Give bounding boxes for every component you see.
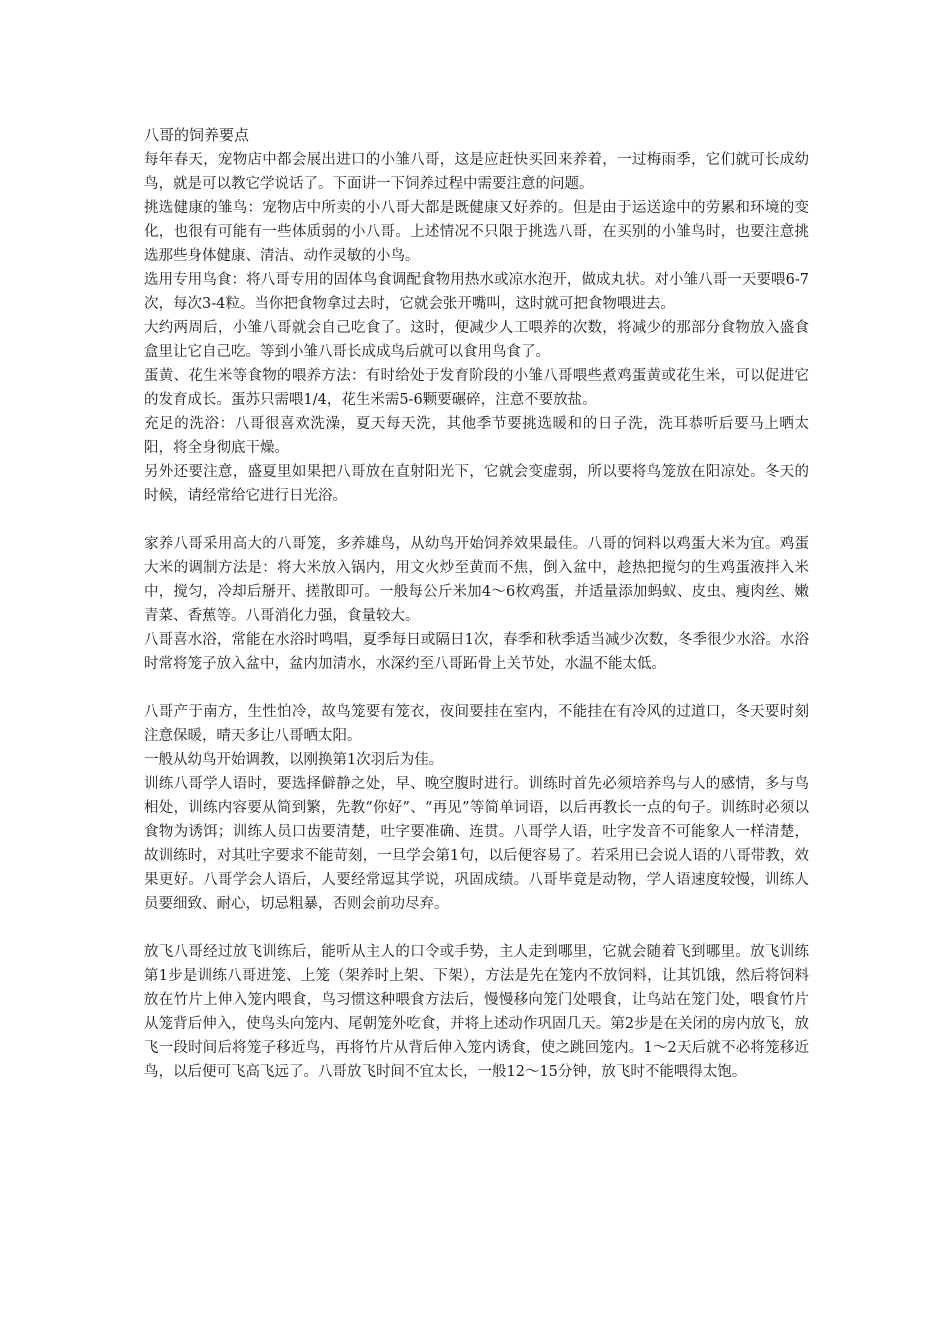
paragraph-two-weeks: 大约两周后，小雏八哥就会自己吃食了。这时，便减少人工喂养的次数，将减少的那部分食物放入盛食盒里让它自己吃。等到小雏八哥长成成鸟后就可以食用鸟食了。: [144, 320, 809, 360]
document-page: [144, 124, 809, 1084]
paragraph-training-age: 一般从幼鸟开始调教，以刚换第1次羽后为佳。: [144, 752, 444, 768]
paragraph-keep-warm: 八哥产于南方，生性怕冷，故鸟笼要有笼衣，夜间要挂在室内，不能挂在有冷风的过道口，冬天要时刻注意保暖，晴天多让八哥晒太阳。: [144, 704, 809, 744]
document-title: 八哥的饲养要点: [144, 126, 250, 144]
paragraph-spacer: [144, 676, 809, 700]
paragraph-water-bath: 八哥喜水浴，常能在水浴时鸣唱，夏季每日或隔日1次，春季和秋季适当减少次数，冬季很少水浴。水浴时常将笼子放入盆中，盆内加清水，水深约至八哥跖骨上关节处，水温不能太低。: [144, 632, 809, 672]
paragraph-home-feeding: 家养八哥采用高大的八哥笼，多养雄鸟，从幼鸟开始饲养效果最佳。八哥的饲料以鸡蛋大米为宜。鸡蛋大米的调制方法是：将大米放入锅内，用文火炒至黄而不焦，倒入盆中，趁热把搅匀的生鸡蛋液拌入米中，搅匀，冷却后掰开、搓散即可。一般每公斤米加4～6枚鸡蛋，并适量添加蚂蚁、皮虫、瘦肉丝、嫩青菜、香蕉等。八哥消化力强，食量较大。: [144, 536, 809, 624]
paragraph-special-food: 选用专用鸟食：将八哥专用的固体鸟食调配食物用热水或凉水泡开，做成丸状。对小雏八哥一天要喂6-7次，每次3-4粒。当你把食物拿过去时，它就会张开嘴叫，这时就可把食物喂进去。: [144, 272, 809, 312]
paragraph-choose-healthy: 挑选健康的雏鸟：宠物店中所卖的小八哥大都是既健康又好养的。但是由于运送途中的劳累和环境的变化，也很有可能有一些体质弱的小八哥。上述情况不只限于挑选八哥，在买别的小雏鸟时，也要注意挑选那些身体健康、清洁、动作灵敏的小鸟。: [144, 200, 809, 264]
paragraph-intro: 每年春天，宠物店中都会展出进口的小雏八哥，这是应赶快买回来养着，一过梅雨季，它们就可长成幼鸟，就是可以教它学说话了。下面讲一下饲养过程中需要注意的问题。: [144, 152, 809, 192]
paragraph-egg-peanut: 蛋黄、花生米等食物的喂养方法：有时给处于发育阶段的小雏八哥喂些煮鸡蛋黄或花生米，可以促进它的发育成长。蛋苏只需喂1/4，花生米需5-6颗要碾碎，注意不要放盐。: [144, 368, 809, 408]
paragraph-speech-training: 训练八哥学人语时，要选择僻静之处，早、晚空腹时进行。训练时首先必须培养鸟与人的感情，多与鸟相处，训练内容要从简到繁，先教“你好”、“再见”等简单词语，以后再教长一点的句子。训练时必须以食物为诱饵；训练人员口齿要清楚，吐字要准确、连贯。八哥学人语，吐字发音不可能象人一样清楚，故训练时，对其吐字要求不能苛刻，一旦学会第1句，以后便容易了。若采用已会说人语的八哥带教，效果更好。八哥学会人语后，人要经常逗其学说，巩固成绩。八哥毕竟是动物，学人语速度较慢，训练人员要细致、耐心，切忌粗暴，否则会前功尽弃。: [144, 776, 809, 912]
paragraph-bathing: 充足的洗浴：八哥很喜欢洗澡，夏天每天洗，其他季节要挑选暖和的日子洗，洗耳恭听后要马上晒太阳，将全身彻底干燥。: [144, 416, 809, 456]
paragraph-sunlight: 另外还要注意，盛夏里如果把八哥放在直射阳光下，它就会变虚弱，所以要将鸟笼放在阳凉处。冬天的时候，请经常给它进行日光浴。: [144, 464, 809, 504]
paragraph-flight-training: 放飞八哥经过放飞训练后，能听从主人的口令或手势，主人走到哪里，它就会随着飞到哪里。放飞训练第1步是训练八哥进笼、上笼（架养时上架、下架），方法是先在笼内不放饲料，让其饥饿，然后将饲料放在竹片上伸入笼内喂食，鸟习惯这种喂食方法后，慢慢移向笼门处喂食，让鸟站在笼门处，喂食竹片从笼背后伸入，使鸟头向笼内、尾朝笼外吃食，并将上述动作巩固几天。第2步是在关闭的房内放飞，放飞一段时间后将笼子移近鸟，再将竹片从背后伸入笼内诱食，使之跳回笼内。1～2天后就不必将笼移近鸟，以后便可飞高飞远了。八哥放飞时间不宜太长，一般12～15分钟，放飞时不能喂得太饱。: [144, 944, 809, 1080]
paragraph-spacer: [144, 508, 809, 532]
paragraph-spacer: [144, 916, 809, 940]
